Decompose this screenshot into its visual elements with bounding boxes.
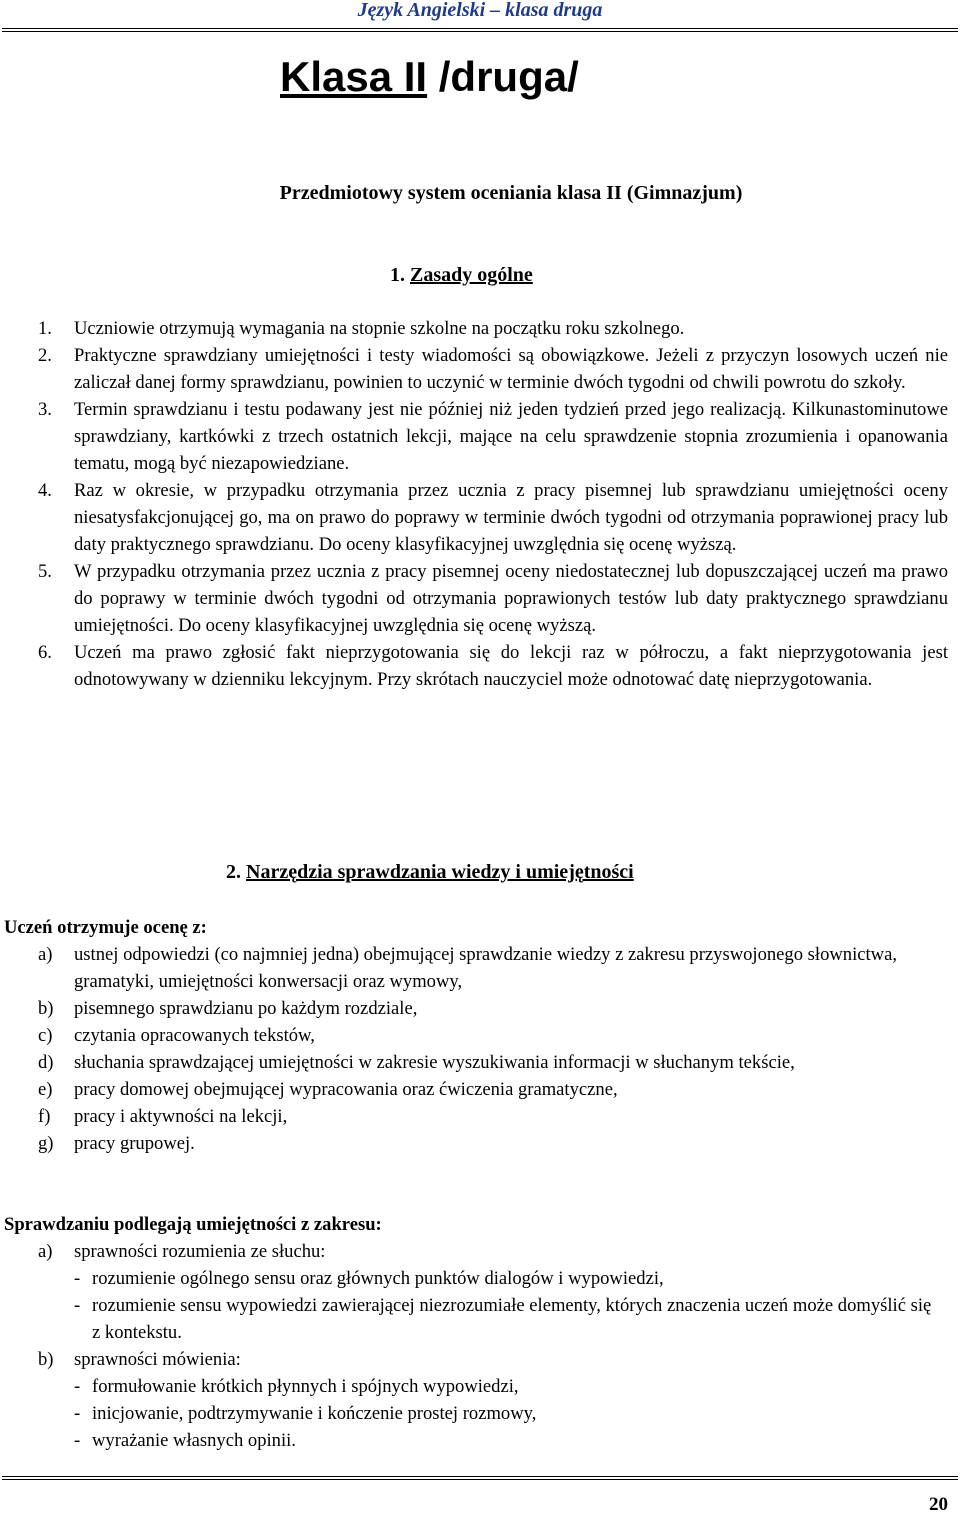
skills-label: Sprawdzaniu podlegają umiejętności z zakresu: [4, 1214, 382, 1235]
sub-item-text: wyrażanie własnych opinii. [92, 1430, 296, 1451]
list-item-number: 3. [38, 399, 52, 420]
sub-item-text: formułowanie krótkich płynnych i spójnych wypowiedzi, [92, 1376, 519, 1397]
sub-item-text: rozumienie ogólnego sensu oraz głównych punktów dialogów i wypowiedzi, [92, 1268, 664, 1289]
list-item-letter: d) [38, 1052, 54, 1073]
list-item-number: 6. [38, 642, 52, 663]
list-item-number: 1. [38, 318, 52, 339]
list-item [38, 1103, 938, 1130]
sub-item [38, 1427, 938, 1454]
skills-list [38, 1238, 938, 1454]
list-item-letter: a) [38, 1241, 53, 1262]
list-item [38, 1130, 938, 1157]
list-item-letter: e) [38, 1079, 53, 1100]
grade-sources-label: Uczeń otrzymuje ocenę z: [4, 917, 207, 938]
list-item-text: sprawności mówienia: [74, 1349, 241, 1370]
footer-rule [2, 1476, 958, 1480]
list-item-text: W przypadku otrzymania przez ucznia z pracy pisemnej oceny niedostatecznej lub dopuszczającej uczeń ma prawo do poprawy w terminie dwóch tygodni od otrzymania poprawionych testów lub daty praktycznego sprawdzianu umiejętności. Do oceny klasyfikacyjnej uwzględnia się ocenę wyższą. [74, 561, 948, 636]
section2-heading-number: 2. [226, 861, 246, 883]
list-item-text: pracy domowej obejmującej wypracowania oraz ćwiczenia gramatyczne, [74, 1079, 618, 1100]
list-item-number: 5. [38, 561, 52, 582]
list-item-number: 4. [38, 480, 52, 501]
list-item-text: Praktyczne sprawdziany umiejętności i testy wiadomości są obowiązkowe. Jeżeli z przyczyn losowych uczeń nie zaliczał danej formy sprawdzianu, powinien to uczynić w terminie dwóch tygodni od chwili powrotu do szkoły. [74, 345, 948, 393]
section2-heading [226, 859, 634, 885]
list-item-text: słuchania sprawdzającej umiejętności w zakresie wyszukiwania informacji w słuchanym tekście, [74, 1052, 795, 1073]
list-item [38, 1049, 938, 1076]
list-item-text: pracy i aktywności na lekcji, [74, 1106, 288, 1127]
list-item [38, 558, 948, 639]
list-item [38, 315, 948, 342]
list-item-letter: a) [38, 944, 53, 965]
list-item [38, 1346, 938, 1373]
list-item-text: Uczeń ma prawo zgłosić fakt nieprzygotowania się do lekcji raz w półroczu, a fakt nieprzygotowania jest odnotowywany w dzienniku lekcyjnym. Przy skrótach nauczyciel może odnotować datę nieprzygotowania. [74, 642, 948, 690]
list-item [38, 396, 948, 477]
list-item-letter: b) [38, 998, 54, 1019]
page-title-main: Klasa II [280, 53, 428, 100]
running-header: Język Angielski – klasa druga [357, 0, 603, 21]
list-item [38, 941, 938, 995]
section1-list [38, 315, 948, 693]
list-item-text: sprawności rozumienia ze słuchu: [74, 1241, 326, 1262]
dash-bullet: - [74, 1430, 81, 1451]
list-item-letter: g) [38, 1133, 54, 1154]
list-item-number: 2. [38, 345, 52, 366]
list-item-letter: c) [38, 1025, 53, 1046]
sub-item [38, 1292, 938, 1346]
page-title-suffix: /druga/ [427, 53, 579, 100]
sub-item-text: inicjowanie, podtrzymywanie i kończenie prostej rozmowy, [92, 1403, 537, 1424]
list-item-text: Raz w okresie, w przypadku otrzymania przez ucznia z pracy pisemnej lub sprawdzianu umiejętności oceny niesatysfakcjonującej go, ma on prawo do poprawy w terminie dwóch tygodni od otrzymania poprawionej pracy lub daty praktycznego sprawdzianu. Do oceny klasyfikacyjnej uwzględnia się ocenę wyższą. [74, 480, 948, 555]
page-number: 20 [929, 1494, 948, 1515]
section1-heading-text: Zasady ogólne [410, 264, 533, 286]
list-item-text: czytania opracowanych tekstów, [74, 1025, 315, 1046]
sub-item [38, 1265, 938, 1292]
section2-heading-text: Narzędzia sprawdzania wiedzy i umiejętności [246, 861, 634, 883]
sub-item [38, 1400, 938, 1427]
list-item-text: Uczniowie otrzymują wymagania na stopnie szkolne na początku roku szkolnego. [74, 318, 685, 339]
list-item [38, 1022, 938, 1049]
list-item-letter: f) [38, 1106, 51, 1127]
sub-item [38, 1373, 938, 1400]
dash-bullet: - [74, 1403, 81, 1424]
list-item [38, 1076, 938, 1103]
dash-bullet: - [74, 1268, 81, 1289]
dash-bullet: - [74, 1295, 81, 1316]
section1-heading-number: 1. [390, 264, 410, 286]
list-item [38, 995, 938, 1022]
list-item [38, 342, 948, 396]
page-title [280, 52, 579, 102]
dash-bullet: - [74, 1376, 81, 1397]
list-item-letter: b) [38, 1349, 54, 1370]
list-item-text: ustnej odpowiedzi (co najmniej jedna) obejmującej sprawdzanie wiedzy z zakresu przyswojonego słownictwa, gramatyki, umiejętności konwersacji oraz wymowy, [74, 944, 898, 992]
section1-heading [390, 262, 533, 288]
header-rule [2, 28, 958, 32]
list-item [38, 477, 948, 558]
list-item-text: pracy grupowej. [74, 1133, 195, 1154]
list-item [38, 1238, 938, 1265]
list-item-text: Termin sprawdzianu i testu podawany jest nie później niż jeden tydzień przed jego realizacją. Kilkunastominutowe sprawdziany, kartkówki z trzech ostatnich lekcji, mające na celu sprawdzenie stopnia zrozumienia i opanowania tematu, mogą być niezapowiedziane. [74, 399, 948, 474]
grade-sources-list [38, 941, 938, 1157]
list-item [38, 639, 948, 693]
list-item-text: pisemnego sprawdzianu po każdym rozdziale, [74, 998, 418, 1019]
document-subtitle: Przedmiotowy system oceniania klasa II (Gimnazjum) [279, 182, 743, 204]
sub-item-text: rozumienie sensu wypowiedzi zawierającej niezrozumiałe elementy, których znaczenia uczeń może domyślić się z kontekstu. [92, 1295, 932, 1343]
